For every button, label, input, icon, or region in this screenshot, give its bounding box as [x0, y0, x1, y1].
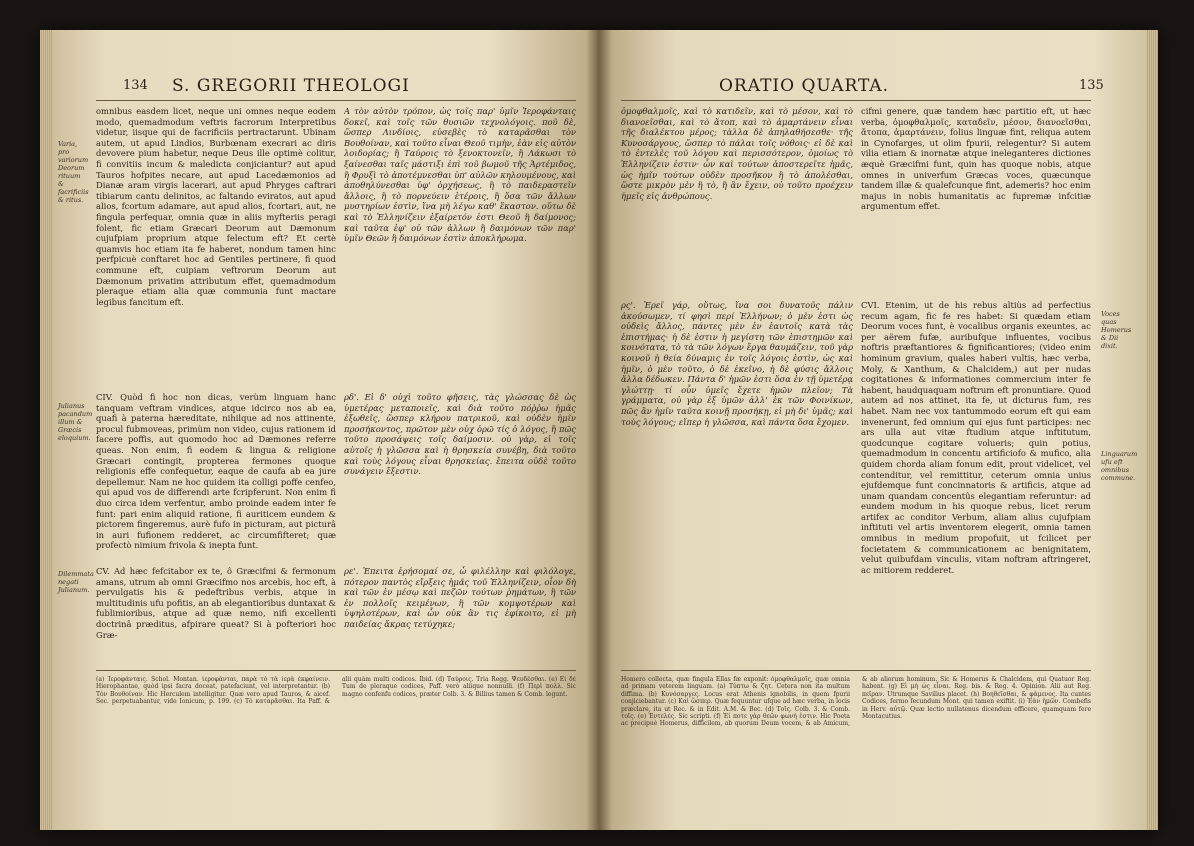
margin-note: Julianus pacandum illum & Græcis eloquium. — [58, 402, 93, 442]
page-edge — [40, 30, 52, 830]
latin-column: CIV. Quòd fi hoc non dicas, verùm linguam hanc tanquam veftram vindices, atque idcirco nos ab ea, quafi à paterna hæreditate, nihilque ad nos attinente, procul fubmoveas, primùm non video, cujus rationem id facere poffis, aut quomodo hoc ad Dæmones referre queas. Non enim, fi eodem & lingua & religione Græcari contingit, propterea fermones quoque religionis effe confequetur, eaque de caufa ab ea jure depellemur. Nam ne hoc quidem ita colligi poffe cenfeo, qui apud vos de differendi arte fcripferunt. Non enim fi duo circa idem verfentur, ambo proinde eadem inter fe funt: pari enim aliquid ratione, fi auriticem eundem & pictorem fingeremus, aurè fufo in picturam, aut picturâ in auri fufionem redderet, ac circumfifteret; quæ profectò nimium frivola & inepta funt. — [96, 392, 336, 551]
left-page — [40, 30, 599, 830]
latin-column: cifmi genere, quæ tandem hæc partitio eft, ut hæc verba, ὀμοφθαλμοῖς, καταδεῖν, μέσον, διανοεῖσθαι, ἄτοπα, ἁμαρτάνειν, folius linguæ fint, reliqua autem in Cynofarges, ut olim fpurii, relegentur? Si autem vilia etiam & inornatæ atque ineleganteres dictiones æquè Græcifmi funt, quin has quoque nobis, atque omnes in univerfum Græcas voces, quæcunque tandem illæ & qualefcunque fint, ademeris? hoc enim majus in nobis humanitatis ac fupremæ infcitiæ argumentum effet. — [861, 106, 1091, 212]
running-head: S. GREGORII THEOLOGI — [172, 76, 410, 96]
book-gutter — [586, 30, 612, 830]
greek-column: ρς'. Ἐρεῖ γάρ, οὕτως, ἵνα σοι δυνατοῦς πάλιν ἀκούσωμεν, τί φησὶ περί Ἑλλήνων; ὁ μὲν ἐστι ὡς οὐδεὶς ἄλλος, πάντες μὲν ἐν ἑαυτοῖς κατὰ τὰς ἐπιστήμας· ἡ δὲ ἐστιν ἡ μεγίστη τῶν ἐπιστημῶν καὶ κοινότατα, τὸ τὰ τῶν λόγων ἔργα θαυμάζειν, τοῦ γὰρ κοινοῦ ἡ θεία δύναμις ἐν τοῖς λόγοις ἐστὶν, ὡς καὶ ἡμῖν, ὁ μὲν τοῦτο, ὁ δὲ ἐκεῖνο, ἡ δὲ φύσις ἄλλοις ἄλλα δέδωκεν. Πάντα δ' ἡμῶν ἐστι ὅσα ἐν τῇ ὑμετέρᾳ γλώττῃ· τί οὖν ὑμεῖς ἔχετε ἡμῶν πλεῖον; Τὰ γράμματα, οὐ γὰρ ἐξ ὑμῶν ἀλλ' ἐκ τῶν Φοινίκων, πῶς ἂν ἡμῖν ταῦτα κοινῇ προσήκῃ, εἰ μὴ δι' ὑμᾶς; καὶ τοὺς λόγους; εἴπερ ἡ γλῶσσα, καὶ πάντα ὅσα ἔχομεν. — [621, 300, 853, 427]
head-rule — [96, 100, 576, 101]
right-page — [599, 30, 1158, 830]
running-head: ORATIO QUARTA. — [719, 76, 890, 96]
latin-column: omnibus easdem licet, neque uni omnes neque eodem modo, quemadmodum veftris facrorum Interpretibus videtur, iisque qui de facrificiis pertractarunt. Ubinam autem, ut apud Lindios, Burbœnam execrari ac diris devovere pium habetur, neque Deus ille optimè colitur, fi convitiis incum & maledicta conjiciantur? aut apud Tauros hofpites necare, aut apud Lacedæmonios ad Dianæ aram virgis lacerari, aut apud Phryges caftrari tibiarum cantu delinitos, ac faltando eviratos, aut apud alios, fcortum adamare, aut apud alios, fcortari, aut, ne fingula perfequar, omnia quæ in aliis myfteriis peragi folent, fic etiam Græcari Deorum aut Dæmonum cujufpiam proprium atque felectum eft? Et certè quamvis hoc etiam ita fe haberet, nondum tamen hinc perfpicuè conftaret hoc ad Gentiles pertinere, fi quod commune eft, cuipiam veftrorum Deorum aut Dæmonum privatim attributum effet, quemadmodum pleraque etiam alia quæ communia funt mactare legibus fancitum eft. — [96, 106, 336, 307]
head-rule — [621, 100, 1091, 101]
page-number: 134 — [123, 78, 148, 93]
footnote-rule — [621, 670, 1091, 671]
page-number: 135 — [1079, 78, 1104, 93]
margin-note: Voces quas Homerus & Dii dixit. — [1101, 310, 1132, 350]
greek-column: ὀμοφθαλμοῖς, καὶ τὸ κατιδεῖν, καὶ τὸ μέσον, καὶ τὸ διανοεῖσθαι, καὶ τὸ ἄτοπ, καὶ τὸ ἁμαρτάνειν εἶναι τῆς διαλέκτου μέρος; τὰλλα δὲ ἀπηλαθήσεσθε· τῆς Κυνοσάργους, ὥσπερ τὸ πάλαι τοῖς νόθοις· εἰ δὲ καὶ τὸ ἐντελὲς τοῦ λόγου καὶ περισσότερον, ὁμοίως τὸ Ἑλληνίζειν ἐστιν· ὧν καὶ τούτων ἀποστερεῖτε ἡμᾶς, ὡς ἡμῖν τούτων οὐδὲν προσῆκον ἢ τὸ ἀπολέσθαι, ὥστε μικρὸν μὲν ἢ τὸ, ἢ ἂν ἔχειν, οὐ τοῦτο προέχειν ἡμεῖς εἰς ἀνθρώπους. — [621, 106, 853, 201]
latin-column: CVI. Etenim, ut de his rebus altiùs ad perfectius recum agam, fic fe res habet: Si quædam etiam Deorum voces funt, è vocalibus organis exeuntes, ac per aërem fufæ, auribufque influentes, vocibus noftris præftantiores & fignificantiores; (video enim hominum gravium, quales haberi vultis, hæc verba, Moly, & Xanthum, & Chalcidem,) aut per nudas cogitationes & informationes commercium inter fe habent, haudquaquam noftrum eft pronuntiare. Quod autem ad nos attinet, ita fe, ut dicturus fum, res habet. Nam nec vox tantummodo eorum eft qui eam invenerunt, fed omnium qui ejus funt participes: nec ars ulla aut vitæ ftudium atque inftitutum, quodcunque cogitare volueris; quin potius, quemadmodum in concentu artificiofo & mufico, alia quidem chorda aliam fonum edit, prout videlicet, vel contenditur, vel remittitur, ceterum omnia unius ejufdemque funt concinnatoris & artificis, atque ad unam quandam concentûs elegantiam referuntur: ad eundem modum in his quoque rebus, licet rerum artifex ac conditor Verbum, aliam alius cujufpiam inftituti vel artis inventorem elegerit, omnia tamen omnibus in medium propofuit, ut fcilicet per focietatem & communicationem ac benignitatem, velut quibufdam vinculis, vitam noftram aftringeret, ac mitiorem redderet. — [861, 300, 1091, 575]
greek-column: ρδ'. Εἰ δ' οὐχὶ τοῦτο φῆσεις, τὰς γλώσσας δὲ ὡς ὑμετέρας μεταποιεῖς, καὶ διὰ τοῦτο πόῤῥω ἡμᾶς ἐξωθεῖς, ὥσπερ κλήρου πατρικοῦ, καὶ οὐδὲν ἡμῖν προσήκοντος, πρῶτον μὲν οὐχ ὁρῶ τίς ὁ λόγος, ἢ πῶς τοῦτο προσάψεις τοῖς δαίμοσιν. οὐ γὰρ, εἰ τοῖς αὐτοῖς ἡ γλῶσσα καὶ ἡ θρησκεία συνέβη, διὰ τοῦτο καὶ τοὺς λόγους εἶναι θρησκείας. ἔπειτα οὐδὲ τοῦτο συνάγειν ἔξεστιν. — [344, 392, 576, 477]
page-edge — [1146, 30, 1158, 830]
margin-note: Dilemmata negati Julianum. — [58, 570, 94, 594]
margin-note: Linguarum ufu eft omnibus commune. — [1101, 450, 1138, 482]
greek-column: Α τὸν αὐτὸν τρόπον, ὡς τοῖς παρ' ὑμῖν Ἱεροφάνταις δοκεῖ, καὶ τοῖς τῶν θυσιῶν τεχνολόγοις. ποῦ δὲ, ὥσπερ Λινδίοις, εὐσεβὲς τὸ καταρᾶσθαι τὸν Βουθοίναν, καὶ τοῦτο εἶναι Θεοῦ τιμὴν, ἐὰν εἰς αὐτὸν λοιδορίας; ἢ Ταύροις τὸ ξενοκτονεῖν, ἢ Λάκωσι τὸ ξαίνεσθαι ταῖς μάστιξι ἐπὶ τοῦ βωμοῦ τῆς Ἀρτέμιδος, ἢ Φρυξὶ τὸ ἀποτέμνεσθαι ὑπ' αὐλῶν κηλουμένους, καὶ ἀποθηλύνεσθαι ὑφ' ὀρχήσεως, ἢ τὸ παιδεραστεῖν ἄλλοις, ἢ τὸ πορνεύειν ἑτέροις, ἢ ὅσα τῶν ἄλλων μυστηρίων ἐστὶν, ἵνα μὴ λέγω καθ' ἕκαστον. οὕτω δὲ καὶ τὸ Ἑλληνίζειν ἐξαίρετόν ἐστι Θεοῦ ἢ δαίμονος; καὶ ταῦτα ἐφ' οὐ τῶν ἀλλων ἢ δαιμόνων τῶν παρ' ὑμῖν Θεῶν ἢ δαιμόνων ἐστὶν ἀποκλήρωμα. — [344, 106, 576, 244]
book-spread — [40, 30, 1158, 830]
margin-note: Varia, pro variorum Deorum rituum & facrificiis & ritus. — [58, 140, 89, 204]
latin-column: CV. Ad hæc fefcitabor ex te, ô Græcifmi & fermonum amans, utrum ab omni Græcifmo nos arcebis, hoc eft, à pervulgatis his & pedeftribus verbis, atque in multitudinis ufu pofitis, an ab elegantioribus duntaxat & fublimioribus, atque ad quæ nemo, nifi excellenti doctrinâ præditus, afpirare queat? Si à pofteriori hoc Græ- — [96, 566, 336, 640]
footnote-rule — [96, 670, 576, 671]
footnotes: (a) Ἱεροφάνταις. Schol. Montan. ἱεροφάνται, παρὰ τὸ τὰ ἱερὰ ἐκφαίνειν. Hierophantae, quòd ipsi facra doceat, patefaciunt, vel interpretantur. (b) Τὸν Βουθοίναν. Hic Herculem intelligitur. Quæ vero apud Tauros, & aicef. Sec. perpetuabantur, vide Ionicum, p. 199. (c) Τὸ καταρᾶσθαι. Ita Paff. & alii quàm multi codices. Ibid. (d) Ταύροις. Tria Regg. Ψευδέσθαι. (e) Εἰ δὲ Tum de pleraque codices, Paff. verò aliique nonnulli. (f) Περὶ πολλ. Sic magno confenfu codices, præter Colb. 3. & Billius tamen & Comb. legunt. — [96, 676, 576, 706]
footnotes: Homero collecta, quæ fingula Ellas fæ exponit: ὀμοφθαλμοῖς, quæ omnia ad primam veterem linguam. (a) Τύπτω & ζητ. Cetera non ita multum diffima. (b) Κυνόσαργες. Locus erat Athenis ignobilis, in quem fpurii conjiciebantur. (c) Καὶ ὥσπερ. Quæ fequuntur ufque ad hæc verba, in locis præclare, ita ut Rec. & in Edit. A.M. & Bec. (d) Τοῖς. Colb. 3. & Comb. τοῖς. (e) Ἐντελὲς. Sic scripti. (f) Ἐί ποτε γὰρ θεῶν φωνή ἐστιν. Hic Poeta ac precipuè Homerus, difficilem, ab quorum Deum vocem, & ab Amicum, & ab aliorum hominum. Sic & Homerus & Chalcidem, qui Quatuor Reg. habent. (g) Εἰ μὴ ὡς εἶναι. Reg. bis. & Reg. 4. Opinion. Alii aut Reg. πεῖραν. Utrumque Savilius placet. (h) Βοηθεῖσθαι, & φάμενος. Ita cuntes Codices, fermo fecundum Mont. qui tamen exiftit. (i) Ἐὰν ἡμῶν. Combefis in Herv. αὐτῷ. Quæ lectio nullatenus dicendum efficere, quamquam fere Montacutius. — [621, 676, 1091, 728]
greek-column: ρε'. Ἐπειτα ἐρήσομαί σε, ὦ φιλέλλην καὶ φιλόλογε, πότερον παντὸς εἴρξεις ἡμᾶς τοῦ Ἑλληνίζειν, οἷον δὴ καὶ τῶν ἐν μέσῳ καὶ πεζῶν τούτων ῥημάτων, ἢ τῶν ἐν πολλοῖς κειμένων, ἢ τῶν κομψοτέρων καὶ ὑψηλοτέρων, καὶ ὧν οὐκ ἂν τις ἐφίκοιτο, εἰ μὴ παιδείας ἄκρας τετύχηκε; — [344, 566, 576, 629]
